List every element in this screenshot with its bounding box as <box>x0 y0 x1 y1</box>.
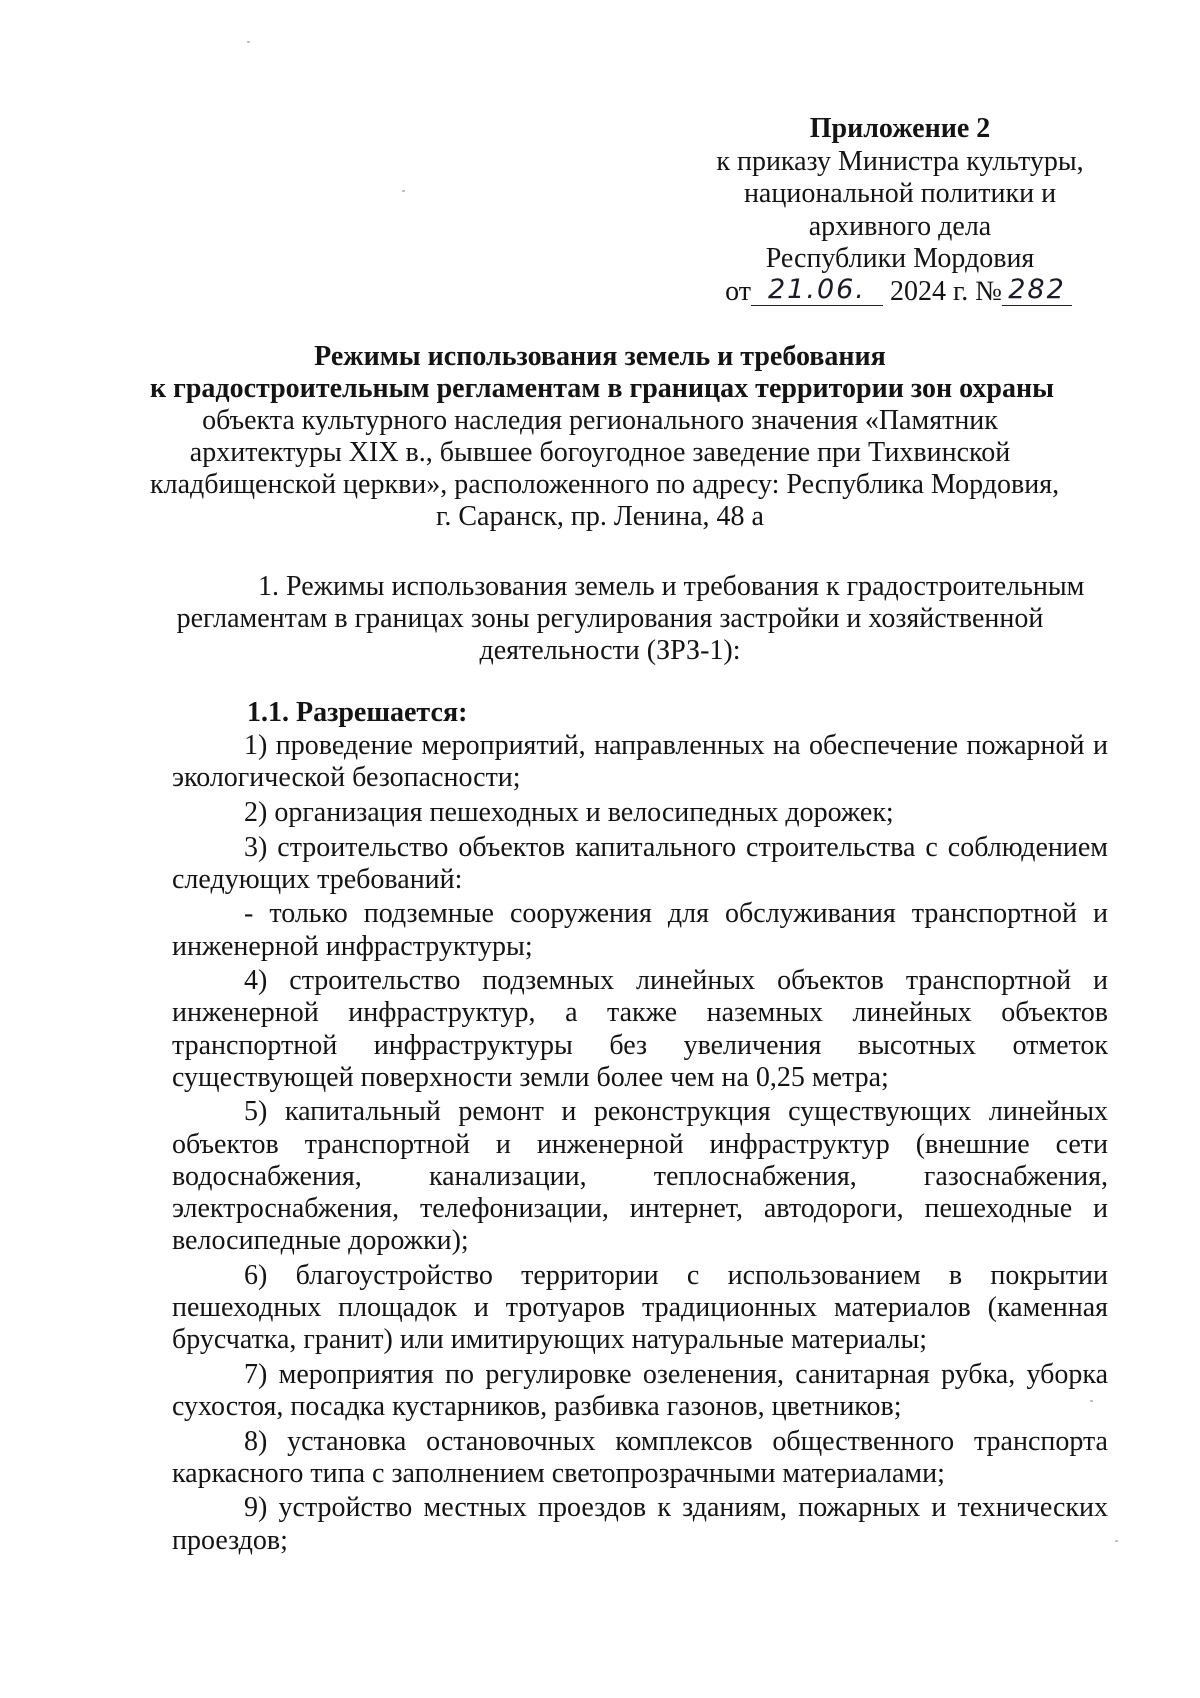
list-item: 2) организация пешеходных и велосипедных дорожек; <box>244 797 894 828</box>
appendix-line: Республики Мордовия <box>765 243 1035 274</box>
scan-speck <box>402 190 405 192</box>
title-line: кладбищенской церкви», расположенного по адресу: Республика Мордовия, <box>150 469 1060 500</box>
handwritten-date: 21.06. <box>768 273 866 305</box>
title-bold-line: к градостроительным регламентам в границах территории зон охраны <box>150 373 1054 404</box>
handwritten-order-number: 282 <box>1008 273 1066 305</box>
list-item: 5) капитальный ремонт и реконструкция существующих линейных объектов транспортной и инженерной инфраструктур (внешние сети водоснабжения, канализации, теплоснабжения, газоснабжения, электроснабжения, телефонизации, интернет, автодороги, пешеходные и велосипедные дорожки); <box>172 1096 1108 1257</box>
title-line: архитектуры XIX в., бывшее богоугодное заведение при Тихвинской <box>189 437 1011 468</box>
appendix-line: национальной политики и <box>743 178 1057 209</box>
section-heading <box>170 571 1085 667</box>
section-line: деятельности (ЗРЗ-1): <box>479 635 741 666</box>
list-item: 6) благоустройство территории с использованием в покрытии пешеходных площадок и тротуаров традиционных материалов (каменная брусчатка, гранит) или имитирующих натуральные материалы; <box>172 1259 1108 1356</box>
scan-speck <box>1115 1540 1118 1542</box>
appendix-line: архивного дела <box>808 210 992 242</box>
section-line: 1. Режимы использования земель и требования к градостроительным <box>258 571 1085 602</box>
document-title <box>150 341 1060 533</box>
permitted-list <box>172 697 1108 1559</box>
appendix-header <box>700 113 1100 308</box>
date-prefix: от <box>725 275 751 307</box>
list-item: 9) устройство местных проездов к зданиям, пожарных и технических проездов; <box>172 1492 1108 1556</box>
number-blank <box>1002 273 1072 306</box>
title-line: г. Саранск, пр. Ленина, 48 а <box>436 501 764 532</box>
list-item: 7) мероприятия по регулировке озеленения, санитарная рубка, уборка сухостоя, посадка кустарников, разбивка газонов, цветников; <box>172 1358 1108 1422</box>
section-line: регламентам в границах зоны регулирования застройки и хозяйственной <box>176 603 1044 634</box>
scan-speck <box>247 41 250 43</box>
list-item: 3) строительство объектов капитального строительства с соблюдением следующих требований: <box>172 831 1108 895</box>
list-item: - только подземные сооружения для обслуживания транспортной и инженерной инфраструктуры; <box>172 898 1108 962</box>
title-bold-line: Режимы использования земель и требования <box>314 341 886 372</box>
appendix-title: Приложение 2 <box>809 113 991 144</box>
list-item: 1) проведение мероприятий, направленных на обеспечение пожарной и экологической безопасности; <box>172 730 1108 794</box>
list-item: 4) строительство подземных линейных объектов транспортной и инженерной инфраструктур, а также наземных линейных объектов транспортной инфраструктуры без увеличения высотных отметок существующей поверхности земли более чем на 0,25 метра; <box>172 965 1108 1093</box>
date-year: 2024 г. № <box>889 275 1002 307</box>
subsection-heading: 1.1. Разрешается: <box>247 697 468 728</box>
date-blank <box>751 273 883 306</box>
list-item: 8) установка остановочных комплексов общественного транспорта каркасного типа с заполнением светопрозрачными материалами; <box>172 1425 1108 1489</box>
scan-speck <box>1090 1400 1093 1402</box>
title-line: объекта культурного наследия регионального значения «Памятник <box>202 405 998 436</box>
order-date-line <box>700 273 1100 309</box>
appendix-line: к приказу Министра культуры, <box>716 145 1084 177</box>
